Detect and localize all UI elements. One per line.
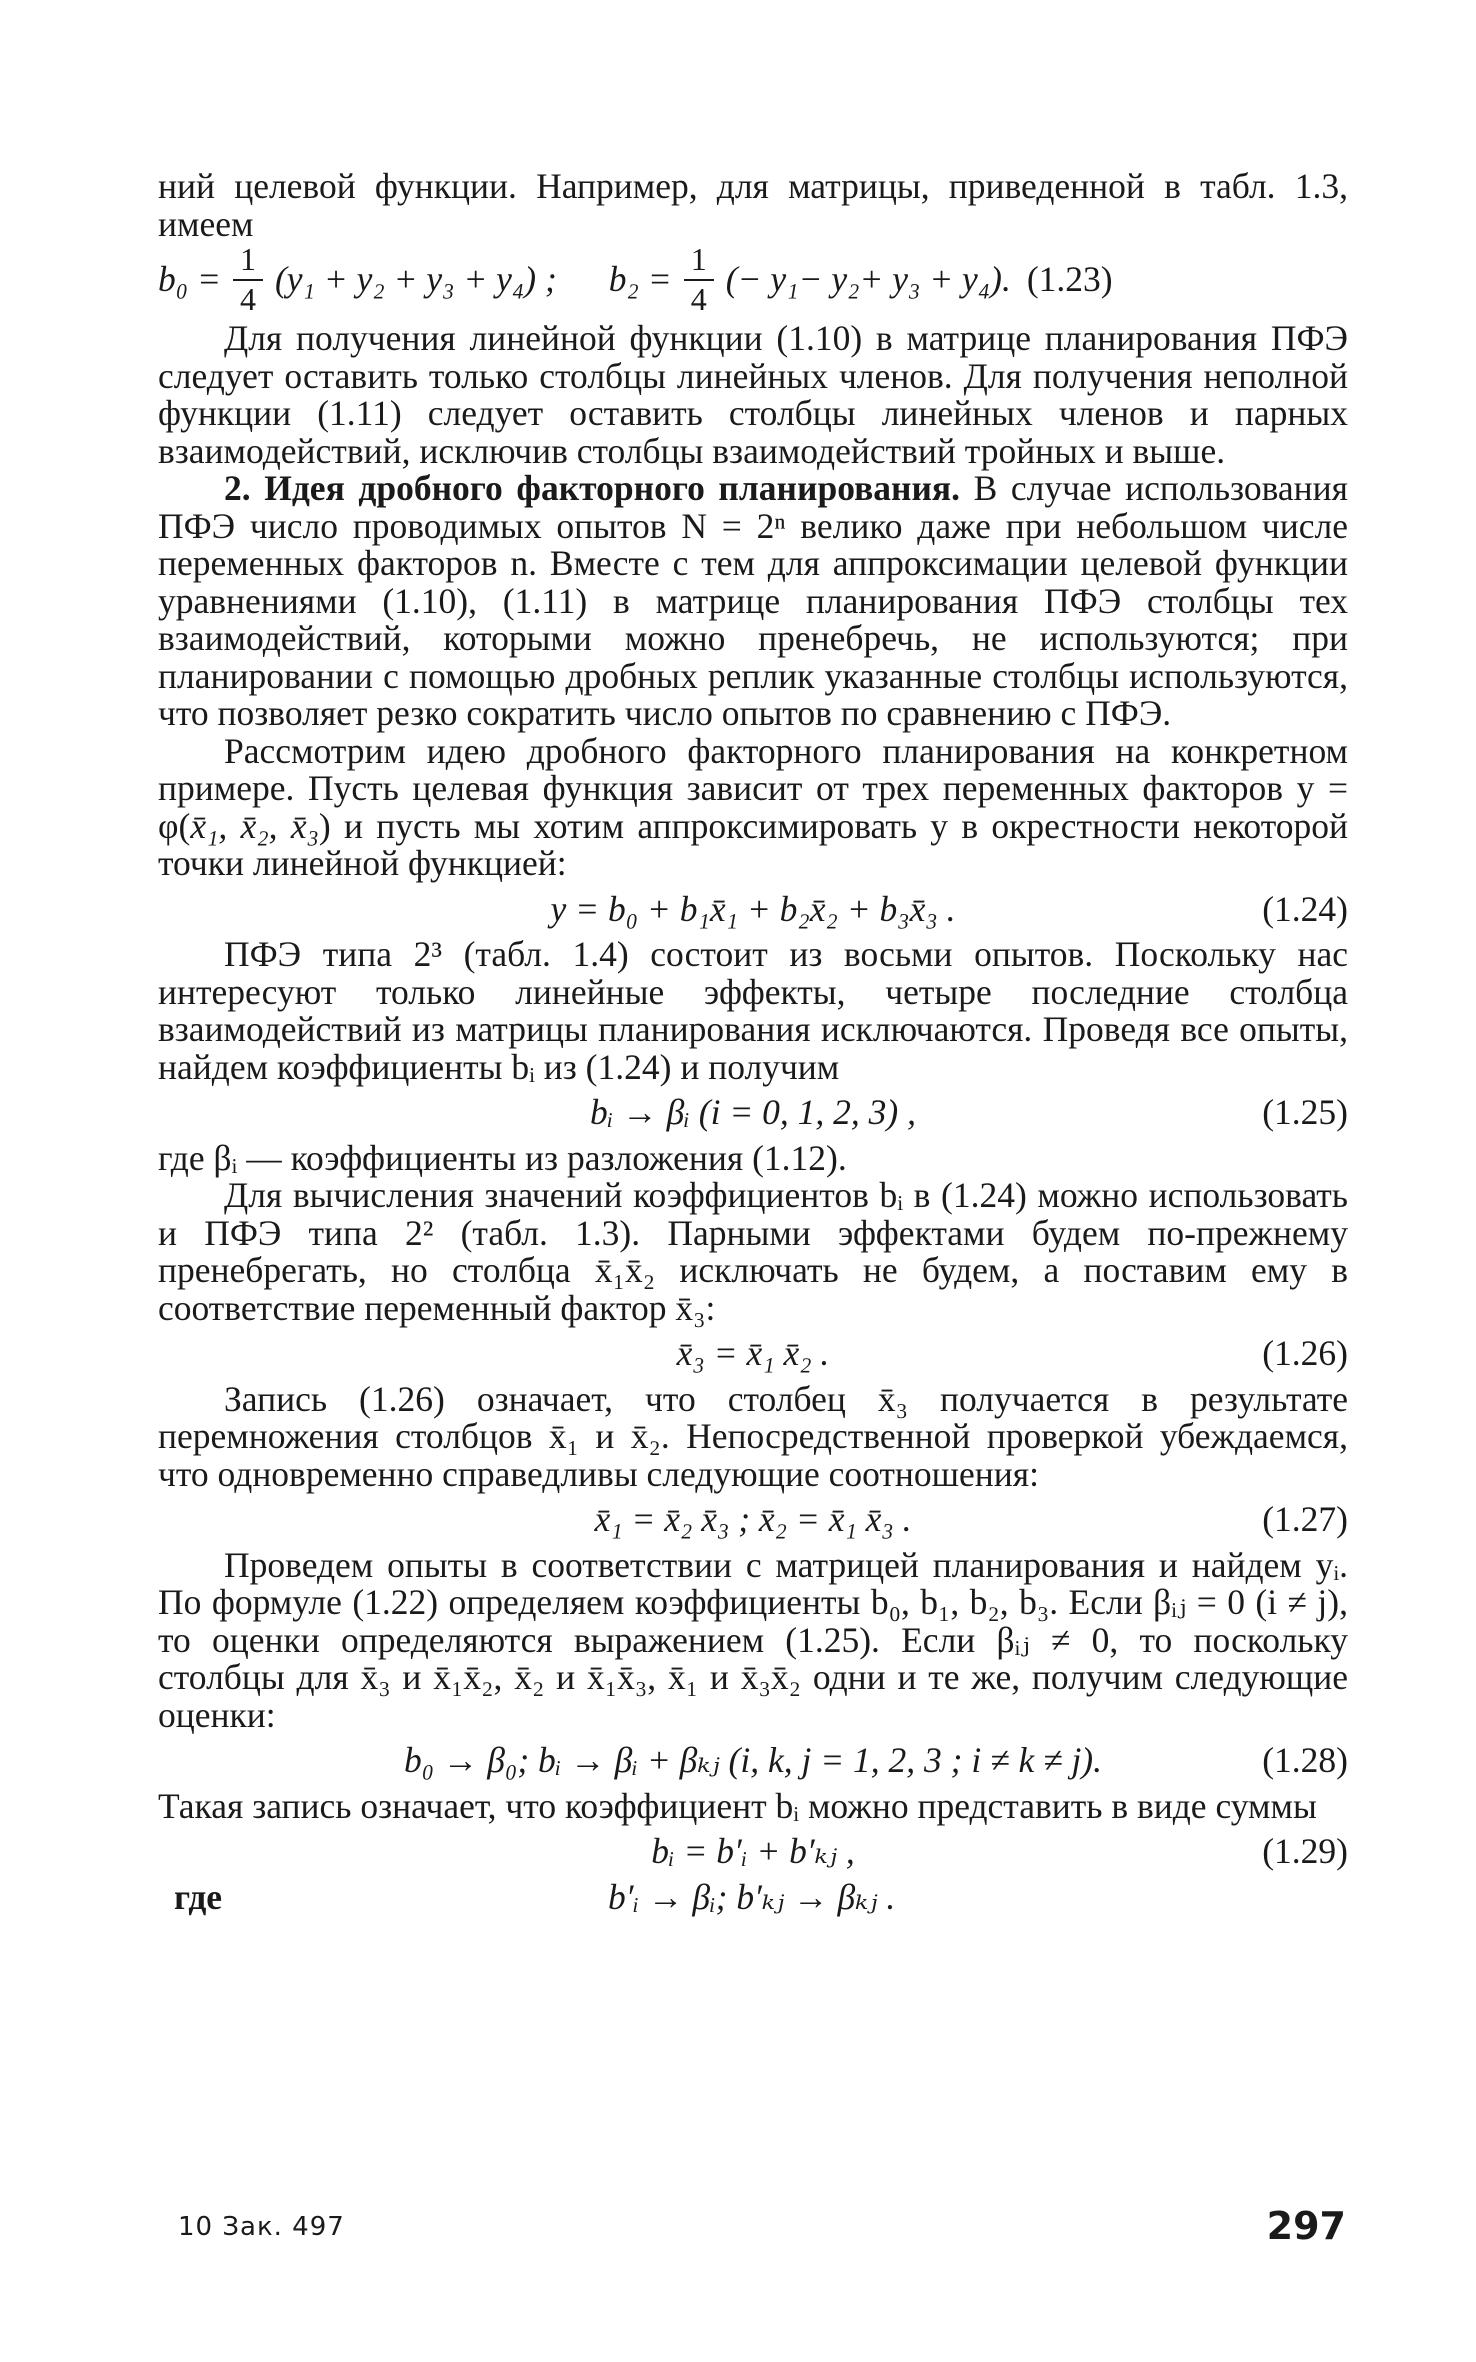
equation-1-27 <box>158 1501 1348 1539</box>
eq24-expression: y = b₀ + b₁x̄₁ + b₂x̄₂ + b₃x̄₃ . <box>550 888 956 929</box>
paragraph-experiments: Проведем опыты в соответствии с матрицей планирования и найдем yᵢ. По формуле (1.22) определяем коэффициенты b₀, b₁, b₂, b₃. Если βᵢⱼ = 0 (i ≠ j), то оценки определяются выражением (1.25). Если βᵢⱼ ≠ 0, то поскольку столбцы для x̄₃ и x̄₁x̄₂, x̄₂ и x̄₁x̄₃, x̄₁ и x̄₃x̄₂ одни и те же, получим следующие оценки: <box>158 1544 1348 1735</box>
paragraph-sum-meaning: Такая запись означает, что коэффициент bᵢ можно представить в виде суммы <box>158 1785 1317 1826</box>
paragraph-section-2 <box>158 470 1348 733</box>
page-body <box>158 168 1348 1927</box>
equation-number-1-23: (1.23) <box>1026 258 1113 299</box>
paragraph-example <box>158 730 1348 884</box>
equation-number-1-25: (1.25) <box>1262 1092 1348 1133</box>
where-expression: b′ᵢ → βᵢ; b′ₖⱼ → βₖⱼ . <box>608 1876 896 1917</box>
eq26-expression: x̄₃ = x̄₁ x̄₂ . <box>676 1333 830 1374</box>
eq23-frac1-denominator: 4 <box>239 280 256 317</box>
equation-1-23 <box>158 243 1348 316</box>
eq27-expression: x̄₁ = x̄₂ x̄₃ ; x̄₂ = x̄₁ x̄₃ . <box>594 1499 912 1540</box>
section-2-text: В случае использования ПФЭ число проводимых опытов N = 2ⁿ велико даже при небольшом числе переменных факторов n. Вместе с тем для аппроксимации целевой функции уравнениями (1.10), (1.11) в матрице планирования ПФЭ столбцы тех взаимодействий, которыми можно пренебречь, не используются; при планировании с помощью дробных реплик указанные столбцы используются, что позволяет резко сократить число опытов по сравнению с ПФЭ. <box>158 468 1348 734</box>
section-heading: 2. Идея дробного факторного планирования. <box>224 468 960 509</box>
eq23-b0: b₀ = <box>158 258 221 299</box>
equation-number-1-27: (1.27) <box>1262 1499 1348 1540</box>
eq23-frac2-denominator: 4 <box>690 280 707 317</box>
eq28-expression: b₀ → β₀; bᵢ → βᵢ + βₖⱼ (i, k, j = 1, 2, 3 ; i ≠ k ≠ j). <box>403 1740 1103 1781</box>
eq23-fraction-2 <box>684 243 714 316</box>
example-variables: x̄₁, x̄₂, x̄₃ <box>190 805 319 846</box>
equation-1-28 <box>158 1742 1348 1780</box>
where-label: где <box>174 1876 223 1917</box>
example-text-b: ) и пусть мы хотим аппроксимировать y в окрестности некоторой точки линейной функцией: <box>158 805 1348 884</box>
equation-1-29 <box>158 1833 1348 1871</box>
equation-1-24 <box>158 888 1348 929</box>
footer-order-number: 10 Зак. 497 <box>178 2212 345 2242</box>
equation-number-1-29: (1.29) <box>1262 1831 1348 1872</box>
eq23-b2: b₂ = <box>608 258 672 299</box>
paragraph-intro: ний целевой функции. Например, для матрицы, приведенной в табл. 1.3, имеем <box>158 166 1348 244</box>
eq25-expression: bᵢ → βᵢ (i = 0, 1, 2, 3) , <box>589 1092 916 1133</box>
equation-number-1-28: (1.28) <box>1262 1740 1348 1781</box>
eq29-expression: bᵢ = b′ᵢ + b′ₖⱼ , <box>651 1831 855 1872</box>
paragraph-pfe-2-2: Для вычисления значений коэффициентов bᵢ в (1.24) можно использовать и ПФЭ типа 2² (табл. 1.3). Парными эффектами будем по-прежнему пренебрегать, но столбца x̄₁x̄₂ исключать не будем, а поставим ему в соответствие переменный фактор x̄₃: <box>158 1175 1348 1328</box>
page-number: 297 <box>1266 2204 1346 2248</box>
example-text-a: Рассмотрим идею дробного факторного планирования на конкретном примере. Пусть целевая функция зависит от трех переменных факторов y = φ( <box>158 730 1348 846</box>
eq23-frac2-numerator: 1 <box>690 241 707 277</box>
equation-1-26 <box>158 1335 1348 1373</box>
equation-1-25 <box>158 1094 1348 1132</box>
paragraph-pfe-2-3: ПФЭ типа 2³ (табл. 1.4) состоит из восьми опытов. Поскольку нас интересуют только линейные эффекты, четыре последние столбца взаимодействий из матрицы планирования исключаются. Проведя все опыты, найдем коэффициенты bᵢ из (1.24) и получим <box>158 934 1348 1087</box>
equation-number-1-26: (1.26) <box>1262 1333 1348 1374</box>
eq23-sum-2: (− y₁− y₂+ y₃ + y₄). <box>725 258 1011 299</box>
where-clause <box>158 1876 1348 1927</box>
eq23-sum-1: (y₁ + y₂ + y₃ + y₄) ; <box>274 258 557 299</box>
paragraph-linear-function: Для получения линейной функции (1.10) в матрице планирования ПФЭ следует оставить только столбцы линейных членов. Для получения неполной функции (1.11) следует оставить столбцы линейных членов и парных взаимодействий, исключив столбцы взаимодействий тройных и выше. <box>158 318 1348 471</box>
equation-number-1-24: (1.24) <box>1262 888 1348 929</box>
paragraph-where-beta: где βᵢ — коэффициенты из разложения (1.12). <box>158 1137 847 1178</box>
eq23-fraction-1 <box>233 243 263 316</box>
eq23-frac1-numerator: 1 <box>239 241 256 277</box>
paragraph-record-meaning: Запись (1.26) означает, что столбец x̄₃ получается в результате перемножения столбцов x̄₁ и x̄₂. Непосредственной проверкой убеждаемся, что одновременно справедливы следующие соотношения: <box>158 1378 1348 1494</box>
